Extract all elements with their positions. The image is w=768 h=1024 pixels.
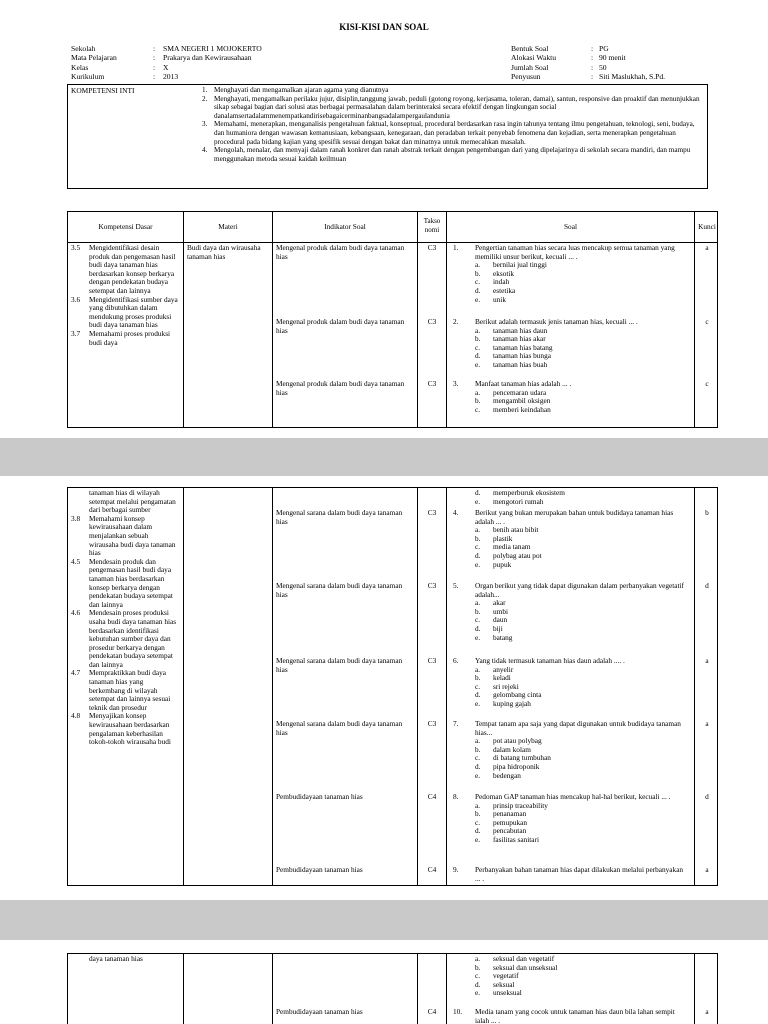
indikator-text: Mengenal produk dalam budi daya tanaman hias <box>276 243 405 261</box>
soal-item: 2. Berikut adalah termasuk jenis tanaman hias, kecuali ... . a. tanaman hias daun b. tanaman hias akar c. tanaman hias batang d. tanaman hias bunga e. tanaman hias buah <box>453 317 638 369</box>
taksonomi-value: C3 <box>427 317 437 326</box>
soal-item: 1. Pengertian tanaman hias secara luas mencakup semua tanaman yang memiliki unsur berikut, kecuali ... . a. bernilai jual tinggi b. eksotik c. indah d. estetika e. unik <box>453 243 675 304</box>
header-value: 90 menit <box>599 53 626 63</box>
indikator-text: Pembudidayaan tanaman hias <box>276 865 363 874</box>
kunci-value: b <box>705 508 709 517</box>
indikator-text: Mengenal sarana dalam budi daya tanaman hias <box>276 719 403 737</box>
header-value: X <box>163 62 169 72</box>
taksonomi-value: C3 <box>427 656 437 665</box>
indikator-text: Mengenal produk dalam budi daya tanaman hias <box>276 317 405 335</box>
indikator-text: Mengenal produk dalam budi daya tanaman hias <box>276 379 405 397</box>
taksonomi-value: C3 <box>427 379 437 388</box>
header-value: 50 <box>599 62 607 72</box>
kd-item: 3.5 Mengidentifikasi desain produk dan pengemasan hasil budi daya tanaman hias berdasarkan konsep berkarya dengan pendekatan budaya setempat dan lainnya <box>71 243 176 295</box>
indikator-text: Mengenal sarana dalam budi daya tanaman hias <box>276 581 403 599</box>
col-header-taksonomi: Takso nomi <box>423 217 441 234</box>
document-title: KISI-KISI DAN SOAL <box>339 22 429 32</box>
header-label: Bentuk Soal <box>511 44 549 53</box>
header-value: 2013 <box>163 71 179 81</box>
kd-item: 4.7 Mempraktikkan budi daya tanaman hias yang berkembang di wilayah setempat dan lainnya sesuai teknik dan prosedur <box>71 668 171 712</box>
taksonomi-value: C3 <box>427 719 437 728</box>
ki-item: 3. Memahami, menerapkan, menganalisis pengetahuan faktual, konseptual, procedural berdasarkan rasa ingin tahunya tentang ilmu pengetahuan, teknologi, seni, budaya, dan humaniora dengan wawasan kemanusiaan, kebangsaan, kenegaraan, dan peradaban terkait penyebab fenomena dan kejadian, serta menerapkan pengetahuan procedural pada bidang kajian yang spesifik sesuai dengan bakat dan minatnya untuk memecahkan masalah. <box>202 120 695 146</box>
taksonomi-value: C3 <box>427 243 437 252</box>
soal-item: 7. Tempat tanam apa saja yang dapat digunakan untuk budidaya tanaman hias... a. pot atau polybag b. dalam kolam c. di batang tumbuhan d. pipa hidroponik e. bedengan <box>453 719 681 780</box>
materi-text: Budi daya dan wirausaha tanaman hias <box>187 243 261 261</box>
kisi-table-page-1 <box>67 211 718 428</box>
page-1 <box>0 0 768 438</box>
header-value: Prakarya dan Kewirausahaan <box>163 53 252 63</box>
ki-item: 1. Menghayati dan mengamalkan ajaran agama yang dianutnya <box>202 86 389 94</box>
page-2 <box>0 476 768 900</box>
kd-item: 4.8 Menyajikan konsep kewirausahaan berdasarkan pengalaman keberhasilan tokoh-tokoh wirausaha budi <box>71 711 171 747</box>
header-left: Sekolah : SMA NEGERI 1 MOJOKERTO Mata Pelajaran : Prakarya dan Kewirausahaan Kelas : X Kurikulum : 2013 <box>71 44 262 81</box>
kd-item: 4.6 Mendesain proses produksi usaha budi daya tanaman hias berdasarkan identifikasi kebutuhan sumber daya dan prosedur berkarya dengan pendekatan budaya setempat dan lainnya <box>71 608 177 669</box>
kisi-table-page-3 <box>67 953 718 1024</box>
soal-carry-options: a. seksual dan vegetatif b. seksual dan unseksual c. vegetatif d. seksual e. unseksual <box>475 954 558 998</box>
kunci-value: d <box>705 581 709 590</box>
kunci-value: a <box>705 865 709 874</box>
soal-item: 9. Perbanyakan bahan tanaman hias dapat dilakukan melalui perbanyakan ... . <box>453 865 684 883</box>
kd-item: 3.8 Memahami konsep kewirausahaan dalam menjalankan sebuah wirausaha budi daya tanaman hias <box>71 513 176 558</box>
header-label: Kurikulum <box>71 71 105 81</box>
indikator-text: Pembudidayaan tanaman hias <box>276 1007 363 1016</box>
soal-item: 5. Organ berikut yang tidak dapat digunakan dalam perbanyakan vegetatif adalah... a. akar b. umbi c. daun d. biji e. batang <box>453 581 684 642</box>
taksonomi-value: C4 <box>427 1007 437 1016</box>
kompetensi-inti-box <box>67 84 708 189</box>
kd-item: 3.6 Mengidentifikasi sumber daya yang dibutuhkan dalam mendukung proses produksi budi daya tanaman hias <box>71 294 178 330</box>
header-value: Siti Maslukhah, S.Pd. <box>599 71 666 81</box>
kd-text: daya tanaman hias <box>89 954 143 963</box>
header-value: PG <box>599 44 609 53</box>
soal-item: 4. Berikut yang bukan merupakan bahan untuk budidaya tanaman hias adalah ... . a. benih atau bibit b. plastik c. media tanam d. polybag atau pot e. pupuk <box>453 508 674 569</box>
header-label: Sekolah <box>71 44 96 53</box>
kunci-value: a <box>705 719 709 728</box>
col-header-indikator: Indikator Soal <box>324 222 366 231</box>
header-label: Mata Pelajaran <box>71 53 117 63</box>
soal-item: 8. Pedoman GAP tanaman hias mencakup hal-hal berikut, kecuali ... . a. prinsip traceability b. penanaman c. pemupukan d. pencabutan e. fasilitas sanitari <box>453 792 671 844</box>
taksonomi-value: C4 <box>427 865 437 874</box>
header-label: Penyusun <box>511 71 541 81</box>
kunci-value: a <box>705 656 709 665</box>
kunci-value: c <box>705 379 709 388</box>
indikator-text: Pembudidayaan tanaman hias <box>276 792 363 801</box>
soal-carry-options: d. memperburuk ekosistem e. mengotori rumah <box>475 488 565 506</box>
kd-item: 3.7 Memahami proses produksi budi daya <box>71 328 171 347</box>
indikator-text: Mengenal sarana dalam budi daya tanaman hias <box>276 508 403 526</box>
header-label: Alokasi Waktu <box>511 53 557 63</box>
kd-item: 4.5 Mendesain produk dan pengemasan hasil budi daya tanaman hias berdasarkan konsep berkarya dengan pendekatan budaya setempat dan lainnya <box>71 556 173 609</box>
header-right: Bentuk Soal : PG Alokasi Waktu : 90 menit Jumlah Soal : 50 Penyusun : Siti Maslukhah, S.Pd. <box>511 44 666 81</box>
kd-item: tanaman hias di wilayah setempat melalui pengamatan dari berbagai sumber <box>89 488 176 515</box>
header-label: Kelas <box>71 62 89 72</box>
kd-list <box>71 244 179 347</box>
kunci-value: a <box>705 243 709 252</box>
soal-item: 3. Manfaat tanaman hias adalah ... . a. pencemaran udara b. mengambil oksigen c. memberi keindahan <box>453 379 572 414</box>
kisi-table-page-2 <box>67 487 718 886</box>
soal-item: 10. Media tanam yang cocok untuk tanaman hias daun bila lahan sempit ialah ... . <box>453 1007 675 1024</box>
col-header-kunci: Kunci <box>698 222 716 231</box>
taksonomi-value: C4 <box>427 792 437 801</box>
header-label: Jumlah Soal <box>511 62 549 72</box>
kompetensi-inti-label: KOMPETENSI INTI <box>71 86 135 95</box>
kunci-value: c <box>705 317 709 326</box>
col-header-kd: Kompetensi Dasar <box>98 222 153 231</box>
indikator-text: Mengenal sarana dalam budi daya tanaman hias <box>276 656 403 674</box>
kd-list <box>71 489 179 747</box>
kunci-value: d <box>705 792 709 801</box>
col-header-soal: Soal <box>564 222 577 231</box>
kunci-value: a <box>705 1007 709 1016</box>
page-3 <box>0 940 768 1024</box>
col-header-materi: Materi <box>218 222 238 231</box>
ki-item: 2. Menghayati, mengamalkan perilaku jujur, disiplin,tanggung jawab, peduli (gotong royong, kerjasama, toleran, damai), santun, responsive dan proaktif dan menunjukkan sikap sebagai bagian dari solusi atas berbagai permasalahan dalam berinteraksi secara efektif dengan lingkungan social danalamsertadalammenempatkandirisebagaicerminanbangsadalampergaulandunia <box>202 94 700 120</box>
soal-item: 6. Yang tidak termasuk tanaman hias daun adalah .... . a. anyelir b. keladi c. sri rejeki d. gelombang cinta e. kuping gajah <box>453 656 625 708</box>
header-value: SMA NEGERI 1 MOJOKERTO <box>163 44 262 53</box>
taksonomi-value: C3 <box>427 508 437 517</box>
kompetensi-inti-list <box>202 86 702 163</box>
taksonomi-value: C3 <box>427 581 437 590</box>
ki-item: 4. Mengolah, menalar, dan menyaji dalam ranah konkret dan ranah abstrak terkait dengan pengembangan dari yang dipelajarinya di sekolah secara mandiri, dan mampu menggunakan metoda sesuai kaidah keilmuan <box>202 146 691 163</box>
